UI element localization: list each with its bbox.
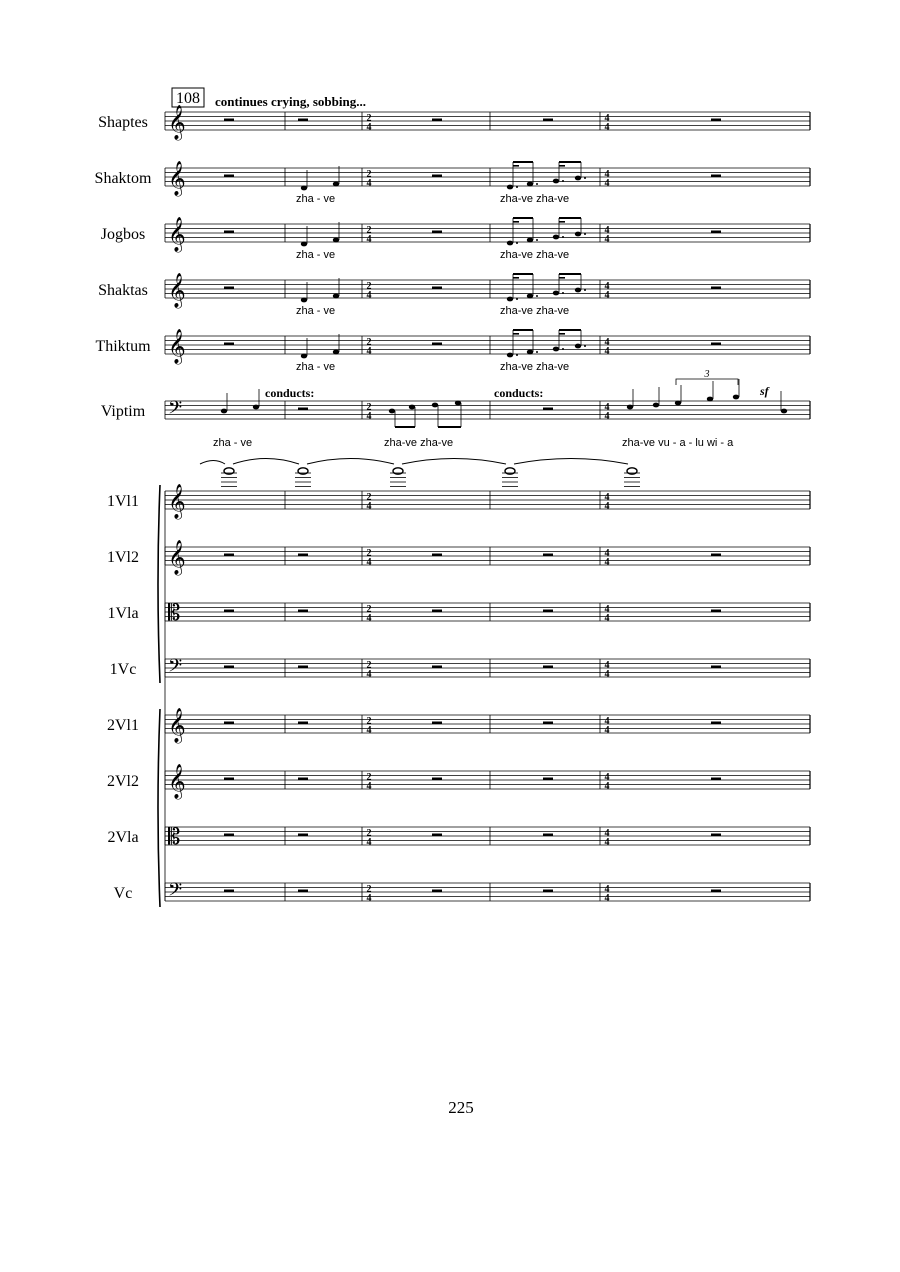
dot	[584, 177, 586, 179]
lyric-text: zha - ve	[296, 361, 336, 373]
notehead	[301, 354, 307, 359]
time-sig-denominator: 4	[366, 893, 372, 904]
notehead	[507, 353, 513, 358]
instrument-name-shaktas: Shaktas	[98, 282, 148, 299]
direction-top: continues crying, sobbing...	[215, 94, 366, 109]
beam	[513, 329, 533, 331]
notehead	[675, 401, 681, 406]
time-sig-denominator: 4	[366, 122, 372, 133]
lyric-text: zha-ve zha-ve	[500, 249, 570, 261]
dynamic-sf: sf	[760, 384, 769, 398]
notehead	[301, 242, 307, 247]
whole-rest	[711, 119, 721, 122]
whole-rest	[711, 175, 721, 178]
staff-system	[158, 112, 810, 907]
direction-conducts: conducts:	[494, 386, 544, 400]
time-sig-denominator: 4	[604, 837, 610, 848]
tie	[402, 459, 506, 465]
instrument-name-jogbos: Jogbos	[100, 226, 146, 243]
whole-rest	[711, 231, 721, 234]
dot	[536, 351, 538, 353]
time-sig-numerator: 2	[366, 281, 372, 292]
time-sig-numerator: 2	[366, 113, 372, 124]
time-sig-denominator: 4	[604, 669, 610, 680]
dot	[584, 233, 586, 235]
notehead	[553, 291, 559, 296]
tie	[514, 459, 628, 465]
notehead	[575, 232, 581, 237]
whole-rest	[711, 666, 721, 669]
time-sig-numerator: 2	[366, 604, 372, 615]
whole-rest	[543, 408, 553, 411]
whole-rest	[432, 554, 442, 557]
notehead	[575, 288, 581, 293]
notehead	[221, 409, 227, 414]
time-sig-numerator: 4	[604, 169, 610, 180]
bass-clef: 𝄢	[168, 655, 183, 680]
treble-clef: 𝄞	[168, 162, 186, 195]
beam	[559, 221, 565, 223]
beam	[513, 165, 519, 167]
whole-rest	[432, 610, 442, 613]
time-sig-denominator: 4	[366, 290, 372, 301]
dot	[536, 295, 538, 297]
time-sig-numerator: 4	[604, 716, 610, 727]
page-number: 225	[448, 1098, 474, 1117]
notehead	[527, 350, 533, 355]
dot	[516, 354, 518, 356]
notehead	[707, 397, 713, 402]
lyric-text: zha-ve zha-ve	[500, 193, 570, 205]
time-sig-numerator: 4	[604, 113, 610, 124]
dot	[562, 292, 564, 294]
instrument-name-shaptes: Shaptes	[98, 114, 148, 131]
whole-rest	[543, 722, 553, 725]
time-sig-numerator: 4	[604, 548, 610, 559]
whole-rest	[711, 834, 721, 837]
time-sig-numerator: 4	[604, 402, 610, 413]
time-sig-denominator: 4	[366, 613, 372, 624]
notehead	[333, 238, 339, 243]
treble-clef: 𝄞	[168, 330, 186, 363]
whole-rest	[543, 890, 553, 893]
whole-rest	[224, 722, 234, 725]
treble-clef: 𝄞	[168, 106, 186, 139]
group-bracket	[158, 709, 160, 907]
notehead	[627, 405, 633, 410]
treble-clef: 𝄞	[168, 765, 186, 798]
staff-jogbos	[165, 224, 810, 242]
time-sig-numerator: 2	[366, 716, 372, 727]
tie	[233, 459, 299, 465]
tie	[307, 459, 394, 465]
time-sig-numerator: 4	[604, 772, 610, 783]
whole-rest	[432, 119, 442, 122]
whole-rest	[298, 722, 308, 725]
time-sig-denominator: 4	[366, 557, 372, 568]
time-sig-numerator: 2	[366, 548, 372, 559]
whole-rest	[224, 231, 234, 234]
time-sig-numerator: 2	[366, 225, 372, 236]
time-sig-numerator: 2	[366, 169, 372, 180]
time-sig-denominator: 4	[604, 178, 610, 189]
whole-rest	[224, 175, 234, 178]
notehead	[527, 182, 533, 187]
time-sig-denominator: 4	[604, 781, 610, 792]
notehead	[455, 401, 461, 406]
instrument-name-shaktom: Shaktom	[94, 170, 152, 187]
beam	[513, 333, 519, 335]
instrument-name-1vc: 1Vc	[109, 661, 137, 678]
instrument-name-2vl2: 2Vl2	[107, 773, 139, 790]
whole-rest	[711, 722, 721, 725]
alto-clef: 𝄡	[168, 600, 181, 625]
staff-2vla	[165, 827, 810, 845]
beam	[513, 161, 533, 163]
time-sig-numerator: 2	[366, 402, 372, 413]
dot	[562, 236, 564, 238]
time-sig-denominator: 4	[604, 346, 610, 357]
tuplet-number: 3	[704, 369, 710, 380]
time-sig-numerator: 4	[604, 225, 610, 236]
time-sig-denominator: 4	[366, 669, 372, 680]
beam	[438, 426, 461, 428]
whole-rest	[543, 666, 553, 669]
whole-rest	[711, 778, 721, 781]
notehead	[301, 298, 307, 303]
notehead	[575, 176, 581, 181]
whole-rest	[432, 343, 442, 346]
time-sig-denominator: 4	[366, 234, 372, 245]
beam	[559, 161, 581, 163]
time-sig-denominator: 4	[604, 613, 610, 624]
rehearsal-box	[172, 88, 204, 107]
time-sig-numerator: 4	[604, 660, 610, 671]
time-sig-numerator: 2	[366, 772, 372, 783]
beam	[559, 217, 581, 219]
whole-rest	[224, 666, 234, 669]
whole-rest	[711, 890, 721, 893]
time-sig-numerator: 2	[366, 492, 372, 503]
staff-2vl2	[165, 771, 810, 789]
whole-rest	[298, 554, 308, 557]
whole-rest	[224, 890, 234, 893]
notehead	[253, 405, 259, 410]
whole-rest	[432, 666, 442, 669]
staff-1vl1	[165, 491, 810, 509]
time-sig-denominator: 4	[604, 501, 610, 512]
whole-rest	[432, 778, 442, 781]
whole-rest	[298, 408, 308, 411]
whole-rest	[224, 287, 234, 290]
time-sig-numerator: 2	[366, 337, 372, 348]
lyric-text: zha - ve	[296, 305, 336, 317]
whole-rest	[298, 834, 308, 837]
time-sig-denominator: 4	[604, 234, 610, 245]
treble-clef: 𝄞	[168, 218, 186, 251]
notehead	[333, 294, 339, 299]
notehead	[575, 344, 581, 349]
staff-shaptes	[165, 112, 810, 130]
notes-1vl1	[200, 459, 640, 487]
staff-viptim	[165, 401, 810, 419]
whole-rest	[543, 834, 553, 837]
instrument-name-vc: Vc	[113, 885, 133, 902]
beam	[513, 217, 533, 219]
notehead	[301, 186, 307, 191]
instrument-name-1vl2: 1Vl2	[107, 549, 139, 566]
whole-rest	[432, 231, 442, 234]
time-sig-denominator: 4	[604, 290, 610, 301]
time-sig-denominator: 4	[366, 411, 372, 422]
group-bracket	[158, 485, 160, 683]
whole-rest	[543, 610, 553, 613]
treble-clef: 𝄞	[168, 541, 186, 574]
lyric-text: zha - ve	[296, 193, 336, 205]
dot	[516, 298, 518, 300]
treble-clef: 𝄞	[168, 274, 186, 307]
dot	[584, 345, 586, 347]
lyric-text: zha - ve	[213, 437, 253, 449]
bass-clef: 𝄢	[168, 879, 183, 904]
whole-rest	[711, 343, 721, 346]
notehead	[432, 403, 438, 408]
staff-thiktum	[165, 336, 810, 354]
lyric-text: zha-ve zha-ve	[500, 305, 570, 317]
notehead	[409, 405, 415, 410]
time-sig-denominator: 4	[366, 781, 372, 792]
dot	[562, 348, 564, 350]
notehead	[781, 409, 787, 414]
time-sig-numerator: 2	[366, 660, 372, 671]
time-sig-numerator: 4	[604, 281, 610, 292]
alto-clef: 𝄡	[168, 824, 181, 849]
notehead	[507, 297, 513, 302]
whole-rest	[298, 610, 308, 613]
instrument-name-1vla: 1Vla	[107, 605, 139, 622]
notehead	[553, 347, 559, 352]
time-sig-numerator: 4	[604, 828, 610, 839]
notehead	[653, 403, 659, 408]
whole-rest	[432, 722, 442, 725]
notehead	[333, 350, 339, 355]
whole-rest	[432, 287, 442, 290]
whole-rest	[298, 778, 308, 781]
instrument-name-2vl1: 2Vl1	[107, 717, 139, 734]
staff-shaktom	[165, 168, 810, 186]
time-sig-numerator: 4	[604, 604, 610, 615]
whole-rest	[432, 175, 442, 178]
time-sig-numerator: 2	[366, 828, 372, 839]
dot	[562, 180, 564, 182]
whole-rest	[224, 119, 234, 122]
dot	[516, 186, 518, 188]
notehead	[527, 238, 533, 243]
whole-rest	[224, 778, 234, 781]
instrument-name-1vl1: 1Vl1	[107, 493, 139, 510]
lyric-text: zha - ve	[296, 249, 336, 261]
staff-1vl2	[165, 547, 810, 565]
beam	[513, 273, 533, 275]
notehead	[527, 294, 533, 299]
dot	[536, 183, 538, 185]
beam	[395, 426, 415, 428]
staff-1vla	[165, 603, 810, 621]
staff-shaktas	[165, 280, 810, 298]
notehead	[553, 179, 559, 184]
notehead	[507, 241, 513, 246]
lyric-text: zha-ve zha-ve	[500, 361, 570, 373]
rehearsal-mark: 108	[176, 90, 200, 107]
time-sig-denominator: 4	[604, 557, 610, 568]
time-sig-numerator: 4	[604, 492, 610, 503]
lyric-text: zha-ve vu - a - lu wi - a	[622, 437, 734, 449]
time-sig-denominator: 4	[366, 178, 372, 189]
beam	[559, 165, 565, 167]
whole-rest	[298, 119, 308, 122]
dot	[536, 239, 538, 241]
notehead	[553, 235, 559, 240]
bass-clef: 𝄢	[168, 397, 183, 422]
whole-rest	[432, 834, 442, 837]
whole-rest	[711, 554, 721, 557]
whole-rest	[543, 554, 553, 557]
whole-rest	[711, 287, 721, 290]
instrument-name-2vla: 2Vla	[107, 829, 139, 846]
staff-1vc	[165, 659, 810, 677]
staff-vc	[165, 883, 810, 901]
whole-rest	[224, 343, 234, 346]
notehead	[733, 395, 739, 400]
dot	[516, 242, 518, 244]
time-sig-denominator: 4	[366, 346, 372, 357]
instrument-name-thiktum: Thiktum	[95, 338, 151, 355]
beam	[559, 333, 565, 335]
time-sig-denominator: 4	[604, 122, 610, 133]
notehead	[389, 409, 395, 414]
time-sig-denominator: 4	[366, 501, 372, 512]
beam	[559, 329, 581, 331]
beam	[513, 277, 519, 279]
treble-clef: 𝄞	[168, 485, 186, 518]
dot	[584, 289, 586, 291]
staff-2vl1	[165, 715, 810, 733]
beam	[513, 221, 519, 223]
lyric-text: zha-ve zha-ve	[384, 437, 454, 449]
time-sig-numerator: 4	[604, 884, 610, 895]
time-sig-denominator: 4	[366, 725, 372, 736]
whole-rest	[224, 554, 234, 557]
whole-rest	[432, 890, 442, 893]
instrument-name-viptim: Viptim	[100, 403, 146, 420]
notehead	[333, 182, 339, 187]
beam	[559, 273, 581, 275]
treble-clef: 𝄞	[168, 709, 186, 742]
notehead	[507, 185, 513, 190]
direction-conducts: conducts:	[265, 386, 315, 400]
whole-rest	[298, 890, 308, 893]
time-sig-numerator: 2	[366, 884, 372, 895]
whole-rest	[543, 119, 553, 122]
whole-rest	[543, 778, 553, 781]
time-sig-denominator: 4	[366, 837, 372, 848]
time-sig-denominator: 4	[604, 411, 610, 422]
time-sig-denominator: 4	[604, 893, 610, 904]
whole-rest	[298, 666, 308, 669]
whole-rest	[224, 834, 234, 837]
time-sig-denominator: 4	[604, 725, 610, 736]
beam	[559, 277, 565, 279]
whole-rest	[711, 610, 721, 613]
tie	[200, 461, 225, 465]
time-sig-numerator: 4	[604, 337, 610, 348]
whole-rest	[224, 610, 234, 613]
